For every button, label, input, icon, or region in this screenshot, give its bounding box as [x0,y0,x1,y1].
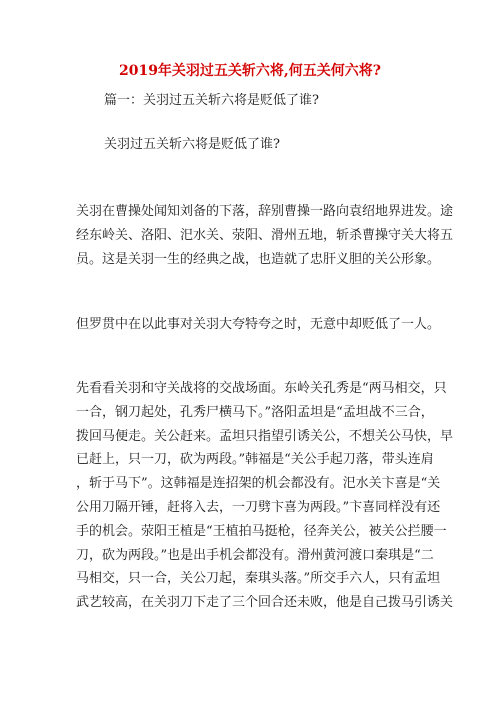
paragraph-line: 经东岭关、洛阳、汜水关、荥阳、滑州五地，斩杀曹操守关大将五 [76,227,454,243]
paragraph-line: 马相交，只一合，关公刀起，秦琪头落。”所交手六人，只有孟坦 [76,571,441,587]
paragraph-3 [76,377,454,615]
paragraph-line: ，斩于马下”。这韩福是连招架的机会都没有。汜水关卞喜是“关 [76,476,441,492]
paragraph-line: 已赶上，只一刀，砍为两段。”韩福是“关公手起刀落，带头连肩 [76,452,434,468]
paragraph-1 [76,200,454,271]
paragraph-line: 拨回马便走。关公赶来。孟坦只指望引诱关公，不想关公马快，早 [76,428,454,444]
paragraph-line: 武艺较高，在关羽刀下走了三个回合还未败，他是自己拨马引诱关 [76,595,454,611]
section-subtitle: 篇一：关羽过五关斩六将是贬低了谁? [104,93,319,108]
paragraph-line: 一合，钢刀起处，孔秀尸横马下。”洛阳孟坦是“孟坦战不三合， [76,404,434,420]
paragraph-line: 刀，砍为两段。”也是出手机会都没有。滑州黄河渡口秦琪是“二 [76,547,434,563]
paragraph-line: 但罗贯中在以此事对关羽大夸特夸之时，无意中却贬低了一人。 [76,317,441,332]
paragraph-line: 先看看关羽和守关战将的交战场面。东岭关孔秀是“两马相交，只 [76,381,447,396]
paragraph-line: 公用刀隔开锤，赶将入去，一刀劈卞喜为两段。”卞喜同样没有还 [76,499,441,515]
paragraph-line: 关羽在曹操处闻知刘备的下落，辞别曹操一路向袁绍地界进发。途 [76,204,454,219]
section-heading: 关羽过五关斩六将是贬低了谁? [104,137,280,152]
document-title: 2019年关羽过五关斩六将,何五关何六将? [118,63,382,79]
paragraph-line: 手的机会。荥阳王植是“王植拍马挺枪，径奔关公，被关公拦腰一 [76,523,447,539]
paragraph-2 [76,313,441,337]
paragraph-line: 员。这是关羽一生的经典之战，也造就了忠肝义胆的关公形象。 [76,251,441,267]
